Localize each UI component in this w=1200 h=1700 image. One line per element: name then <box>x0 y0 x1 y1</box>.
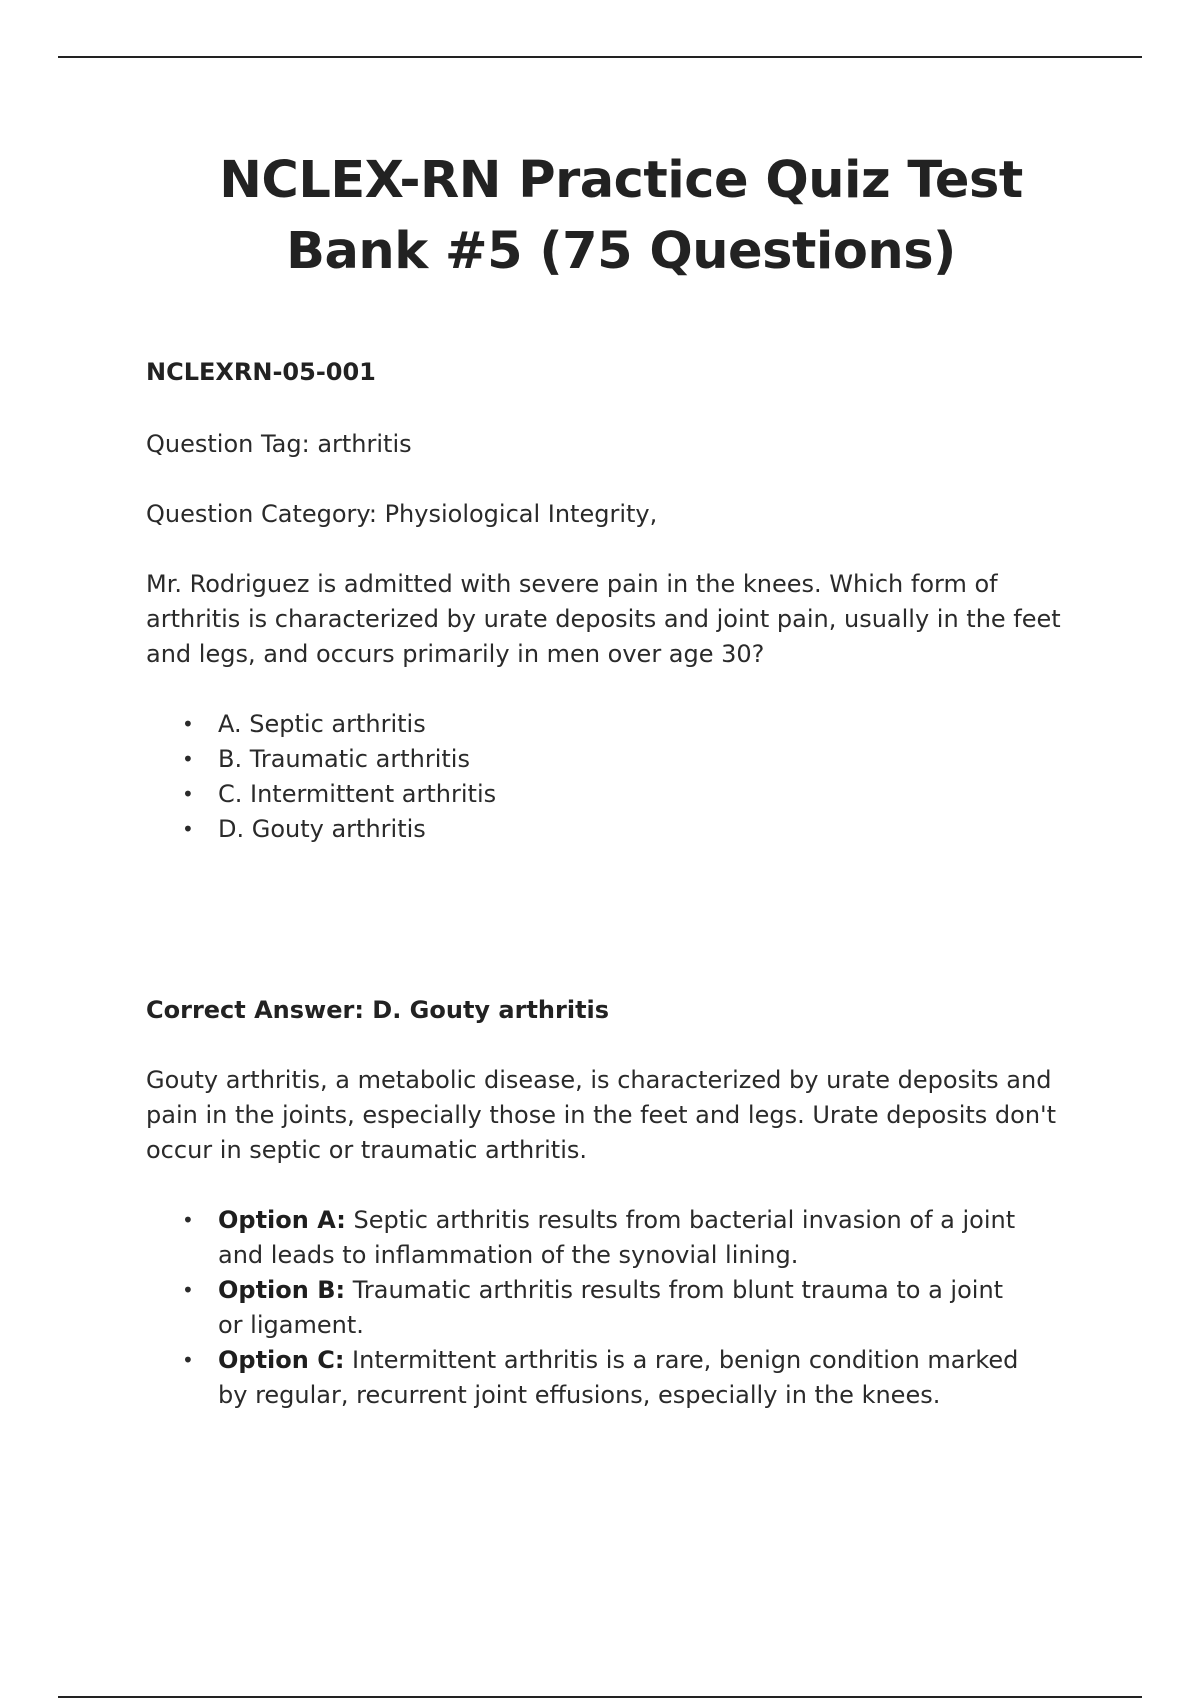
answer-option <box>146 707 1046 742</box>
option-rationales <box>146 1203 1026 1413</box>
bottom-divider <box>58 1696 1142 1698</box>
bullet-icon: • <box>182 1208 194 1232</box>
explanation: Gouty arthritis, a metabolic disease, is characterized by urate deposits and pain in the joints, especially those in the feet and legs. Urate deposits don't occur in septic or traumatic arthritis. <box>146 1066 1057 1164</box>
bullet-icon: • <box>182 1348 194 1372</box>
bullet-icon: • <box>182 817 194 841</box>
question-stem: Mr. Rodriguez is admitted with severe pain in the knees. Which form of arthritis is characterized by urate deposits and joint pain, usually in the feet and legs, and occurs primarily in men over age 30? <box>146 570 1061 668</box>
option-text: A. Septic arthritis <box>218 710 426 738</box>
rationale-item <box>146 1343 1026 1413</box>
rationale-text: Traumatic arthritis results from blunt trauma to a joint or ligament. <box>218 1276 1004 1339</box>
question-category: Question Category: Physiological Integrity, <box>146 500 658 528</box>
page-title: NCLEX-RN Practice Quiz Test Bank #5 (75 Questions) <box>219 151 1023 281</box>
answer-option <box>146 812 1046 847</box>
bullet-icon: • <box>182 782 194 806</box>
option-text: C. Intermittent arthritis <box>218 780 497 808</box>
document-body <box>146 145 1096 1409</box>
bullet-icon: • <box>182 1278 194 1302</box>
rationale-text: Septic arthritis results from bacterial invasion of a joint and leads to inflammation of the synovial lining. <box>218 1206 1016 1269</box>
rationale-item <box>146 1203 1026 1273</box>
answer-option <box>146 777 1046 812</box>
rationale-text: Intermittent arthritis is a rare, benign condition marked by regular, recurrent joint effusions, especially in the knees. <box>218 1346 1019 1409</box>
answer-option <box>146 742 1046 777</box>
top-divider <box>58 56 1142 58</box>
bullet-icon: • <box>182 747 194 771</box>
bullet-icon: • <box>182 712 194 736</box>
rationale-item <box>146 1273 1026 1343</box>
rationale-label: Option A: <box>218 1206 346 1234</box>
option-text: B. Traumatic arthritis <box>218 745 470 773</box>
option-text: D. Gouty arthritis <box>218 815 426 843</box>
question-id: NCLEXRN-05-001 <box>146 358 376 386</box>
rationale-label: Option C: <box>218 1346 345 1374</box>
question-tag: Question Tag: arthritis <box>146 430 412 458</box>
answer-options <box>146 707 1046 847</box>
rationale-label: Option B: <box>218 1276 346 1304</box>
correct-answer: Correct Answer: D. Gouty arthritis <box>146 996 610 1024</box>
